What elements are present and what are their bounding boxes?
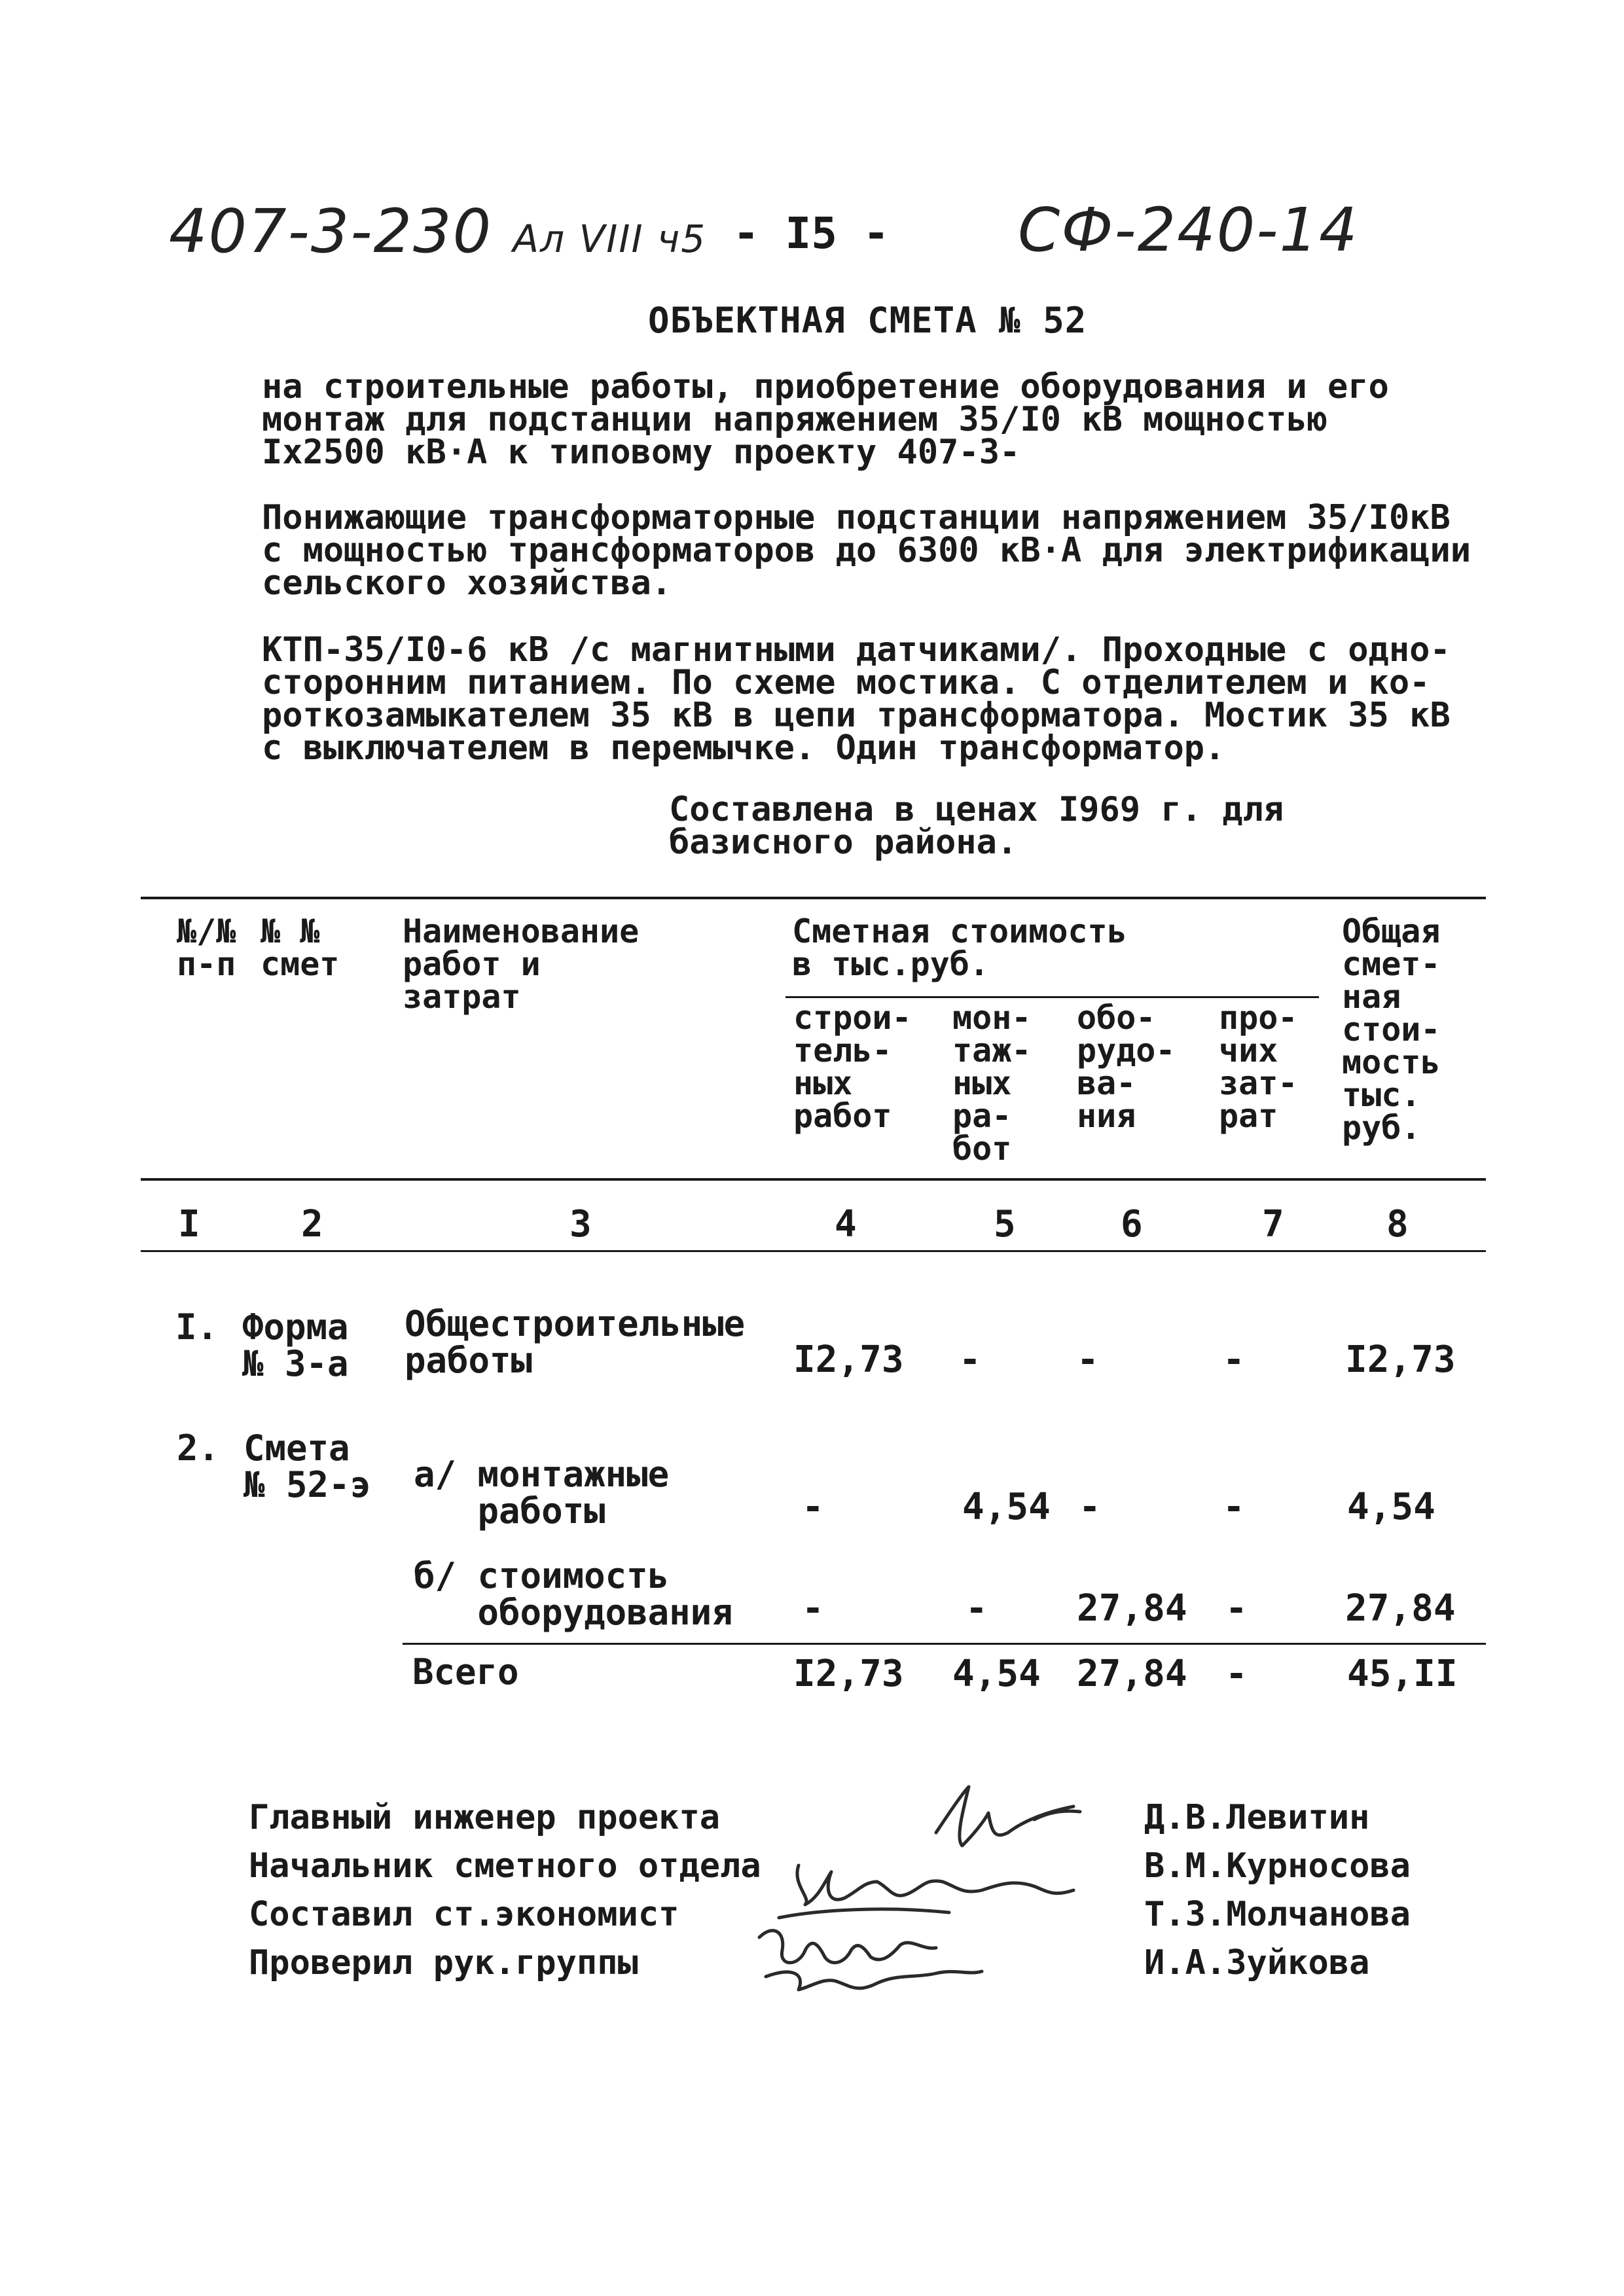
- signature-kurnosova: [779, 1865, 1074, 1918]
- column-numbers-rule: [141, 1250, 1486, 1252]
- table-row-2-name: а/ монтажные работы: [414, 1454, 670, 1532]
- header-col-construction: строи- тель- ных работ: [793, 999, 912, 1135]
- total-equipment: 27,84: [1077, 1653, 1187, 1695]
- sheet-code: СФ-240-14: [1018, 195, 1359, 265]
- total-total: 45,II: [1347, 1653, 1458, 1695]
- header-bottom-rule: [141, 1178, 1486, 1181]
- column-number-8: 8: [1386, 1203, 1409, 1246]
- table-row-2-equipment: -: [1079, 1486, 1101, 1528]
- table-row-3-total: 27,84: [1345, 1587, 1456, 1630]
- table-row-3-construction: -: [802, 1587, 824, 1630]
- paragraph-purpose: на строительные работы, приобретение оборудования и его монтаж для подстанции напряжением 35/I0 кВ мощностью Iх2500 кВ·А к типовому проекту 407-3-: [262, 367, 1389, 472]
- document-code-main: 407-3-230: [169, 196, 493, 266]
- table-row-3-name: б/ стоимость оборудования: [414, 1555, 733, 1633]
- header-col-other: про- чих зат- рат: [1219, 999, 1298, 1135]
- table-row-2-ref: Смета № 52-э: [244, 1427, 372, 1505]
- signature-names: Д.В.Левитин В.М.Курносова Т.З.Молчанова И.А.Зуйкова: [1144, 1798, 1411, 1982]
- total-installation: 4,54: [952, 1653, 1041, 1695]
- column-number-4: 4: [835, 1203, 857, 1246]
- page-number: - I5 -: [733, 208, 890, 259]
- column-number-6: 6: [1121, 1203, 1143, 1246]
- signature-zuykova: [766, 1971, 982, 1990]
- table-row-1-num: I.: [175, 1306, 219, 1348]
- table-row-3-other: -: [1225, 1587, 1248, 1630]
- signature-levitin: [936, 1787, 1080, 1846]
- signature-roles: Главный инженер проекта Начальник сметного отдела Составил ст.экономист Проверил рук.группы: [249, 1798, 761, 1982]
- table-row-2-construction: -: [802, 1486, 824, 1528]
- paragraph-substation-type: Понижающие трансформаторные подстанции напряжением 35/I0кВ с мощностью трансформаторов до 6300 кВ·А для электрификации сельского хозяйства.: [262, 498, 1471, 603]
- column-number-7: 7: [1262, 1203, 1284, 1246]
- header-group-rule: [785, 996, 1319, 998]
- table-row-2-other: -: [1223, 1486, 1245, 1528]
- header-group-estimated-cost: Сметная стоимость в тыс.руб.: [792, 912, 1127, 983]
- prices-note: Составлена в ценах I969 г. для базисного района.: [669, 790, 1284, 862]
- signature-molchanova: [759, 1931, 936, 1963]
- header-col-index: №/№ п-п: [177, 912, 236, 983]
- header-col-installation: мон- таж- ных ра- бот: [952, 999, 1032, 1168]
- handwritten-signatures: [753, 1741, 1159, 2003]
- table-row-1-construction: I2,73: [793, 1338, 904, 1381]
- table-row-3-installation: -: [965, 1587, 988, 1630]
- total-rule: [403, 1643, 1486, 1645]
- header-col-total: Общая смет- ная стои- мость тыс. руб.: [1342, 912, 1441, 1147]
- table-row-2-num: 2.: [177, 1427, 220, 1469]
- column-number-3: 3: [569, 1203, 592, 1246]
- table-row-1-installation: -: [959, 1338, 981, 1381]
- table-row-1-equipment: -: [1077, 1338, 1099, 1381]
- column-number-1: I: [178, 1203, 200, 1246]
- table-row-2-total: 4,54: [1347, 1486, 1435, 1528]
- header-col-equipment: обо- рудо- ва- ния: [1077, 999, 1176, 1135]
- column-number-2: 2: [301, 1203, 323, 1246]
- total-construction: I2,73: [793, 1653, 904, 1695]
- header-col-name: Наименование работ и затрат: [403, 912, 640, 1016]
- paragraph-ktp-description: КТП-35/I0-6 кВ /с магнитными датчиками/. Проходные с одно- сторонним питанием. По схеме мостика. С отделителем и ко- роткозамыкателем 35 кВ в цепи трансформатора. Мостик 35 кВ с выключателем в перемычке. Один трансформатор.: [262, 630, 1451, 768]
- table-row-2-installation: 4,54: [962, 1486, 1051, 1528]
- document-code-suffix: Ал VIII ч5: [513, 217, 707, 261]
- document-code: [169, 196, 706, 266]
- table-top-rule: [141, 897, 1486, 899]
- table-row-1-ref: Форма № 3-а: [242, 1306, 349, 1384]
- table-row-3-equipment: 27,84: [1077, 1587, 1187, 1630]
- table-row-1-other: -: [1223, 1338, 1245, 1381]
- total-label: Всего: [412, 1651, 519, 1693]
- total-other: -: [1225, 1653, 1248, 1695]
- column-number-5: 5: [994, 1203, 1016, 1246]
- document-title: ОБЪЕКТНАЯ СМЕТА № 52: [648, 300, 1087, 341]
- table-row-1-name: Общестроительные работы: [405, 1303, 746, 1381]
- header-col-estimate-ref: № № смет: [261, 912, 340, 983]
- table-row-1-total: I2,73: [1345, 1338, 1456, 1381]
